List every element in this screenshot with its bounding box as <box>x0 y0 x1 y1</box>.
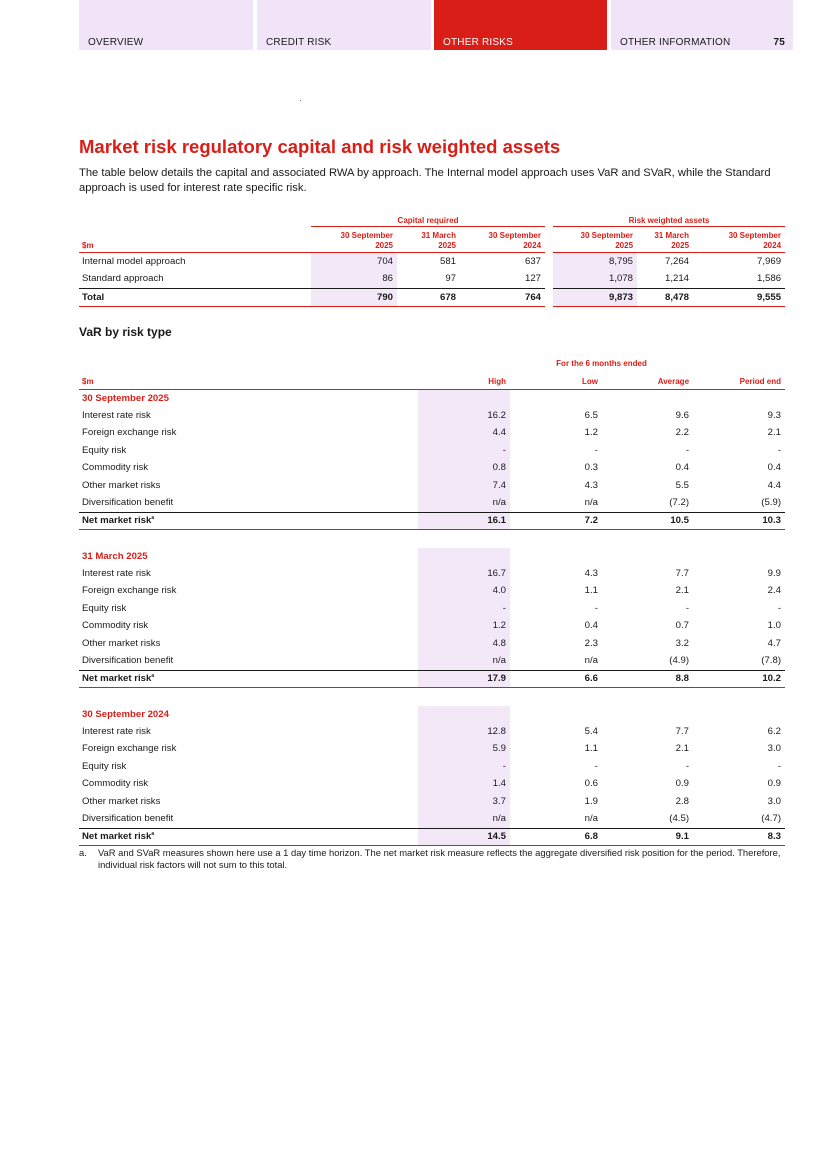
cell-value: 7.2 <box>510 513 602 530</box>
footnote <box>79 847 789 870</box>
cell-value: 10.3 <box>693 513 785 530</box>
cell-value: 3.0 <box>767 743 782 755</box>
col-header: 30 September 2025 <box>553 227 637 253</box>
period-label: 31 March 2025 <box>82 550 148 562</box>
col-header: 30 September 2025 <box>311 227 397 253</box>
cell-value: 17.9 <box>418 671 510 688</box>
table-row <box>79 565 785 583</box>
cell-value: 16.2 <box>418 407 510 425</box>
spacer-row <box>79 530 785 549</box>
cell-value: - <box>594 760 598 772</box>
cell-value: 0.3 <box>584 462 598 474</box>
col-header-high: High <box>418 369 510 390</box>
period-row <box>79 548 785 565</box>
cell-value: (4.7) <box>761 813 782 825</box>
table-row <box>79 741 785 759</box>
cell-value: 14.5 <box>418 829 510 846</box>
col-header-low: Low <box>510 369 602 390</box>
cell-value: (7.2) <box>669 497 690 509</box>
net-market-risk-row <box>79 829 785 846</box>
unit-label: $m <box>79 369 418 390</box>
table-row <box>79 793 785 811</box>
cell-value: 0.9 <box>675 778 690 790</box>
cell-value: 2.1 <box>675 743 690 755</box>
cell-value: 3.0 <box>767 795 782 807</box>
cell-value: 1.1 <box>584 743 598 755</box>
footnote-text: VaR and SVaR measures shown here use a 1 day time horizon. The net market risk measure reflects the aggregate diversified risk position for the period. Therefore, individual risk factors will not sum to this total. <box>98 847 781 870</box>
cell-value: 10.5 <box>602 513 693 530</box>
page-title: Market risk regulatory capital and risk weighted assets <box>79 136 561 157</box>
table-row <box>79 460 785 478</box>
cell-value: 4.3 <box>584 479 598 491</box>
cell-value: (4.9) <box>669 655 690 667</box>
table-row: Standard approach 86 97 127 1,078 1,214 1,586 <box>79 271 785 289</box>
row-label: Equity risk <box>82 444 127 456</box>
net-label: Net market risk <box>82 831 152 842</box>
cell-value: 2.1 <box>767 427 782 439</box>
net-label: Net market risk <box>82 515 152 526</box>
cell-value: 4.3 <box>584 567 598 579</box>
row-label: Diversification benefit <box>82 655 174 667</box>
cell-value: 0.4 <box>675 462 690 474</box>
net-market-risk-row <box>79 513 785 530</box>
cell-value: 6.8 <box>510 829 602 846</box>
var-group-header: For the 6 months ended <box>556 359 647 368</box>
cell-value: 8.3 <box>693 829 785 846</box>
cell-value: 2.4 <box>767 585 782 597</box>
cell-value: - <box>685 444 690 456</box>
spacer-row <box>79 688 785 707</box>
cell-value: 9.1 <box>602 829 693 846</box>
tab-overview[interactable]: OVERVIEW <box>79 0 253 50</box>
cell-value: 5.5 <box>675 479 690 491</box>
row-label: Interest rate risk <box>82 409 151 421</box>
cell-value: - <box>418 600 510 618</box>
period-row <box>79 390 785 408</box>
cell-value: 4.4 <box>767 479 782 491</box>
cell-value: 6.2 <box>767 725 782 737</box>
row-label: Other market risks <box>82 795 161 807</box>
cell-value: n/a <box>418 811 510 829</box>
row-label: Diversification benefit <box>82 497 174 509</box>
cell-value: n/a <box>418 495 510 513</box>
intro-paragraph: The table below details the capital and associated RWA by approach. The Internal model approach uses VaR and SVaR, while the Standard approach is used for interest rate specific risk. <box>79 167 771 194</box>
table-row <box>79 811 785 829</box>
col-header: 30 September 2024 <box>693 227 785 253</box>
cell-value: 2.8 <box>675 795 690 807</box>
table-row <box>79 583 785 601</box>
table-row <box>79 618 785 636</box>
tab-other-risks[interactable]: OTHER RISKS <box>434 0 607 50</box>
cell-value: 6.5 <box>584 409 598 421</box>
cell-value: 9.3 <box>767 409 782 421</box>
cell-value: 2.2 <box>675 427 690 439</box>
cell-value: - <box>685 602 690 614</box>
footnote-marker: a <box>151 514 155 521</box>
row-label: Other market risks <box>82 479 161 491</box>
cell-value: - <box>777 444 782 456</box>
cell-value: 12.8 <box>418 723 510 741</box>
cell-value: 9.6 <box>675 409 690 421</box>
row-label <box>79 829 418 846</box>
cell-value: - <box>777 602 782 614</box>
cell-value: - <box>594 444 598 456</box>
rwa-header: Risk weighted assets <box>553 212 785 227</box>
tab-credit-risk[interactable]: CREDIT RISK <box>257 0 431 50</box>
cell-value: 4.4 <box>418 425 510 443</box>
cell-value: n/a <box>584 497 598 509</box>
cell-value: 7.7 <box>675 567 690 579</box>
table-row: Internal model approach 704 581 637 8,795 7,264 7,969 <box>79 253 785 271</box>
table-row <box>79 653 785 671</box>
top-navigation <box>79 0 793 50</box>
col-header: 30 September 2024 <box>460 227 545 253</box>
stray-dot <box>300 100 301 101</box>
period-row <box>79 706 785 723</box>
table-row <box>79 442 785 460</box>
cell-value: 0.4 <box>767 462 782 474</box>
cell-value: 1.9 <box>584 795 598 807</box>
row-label: Interest rate risk <box>82 567 151 579</box>
row-label: Equity risk <box>82 760 127 772</box>
row-label <box>79 671 418 688</box>
footnote-marker: a <box>151 672 155 679</box>
cell-value: 10.2 <box>693 671 785 688</box>
cell-value: 7.4 <box>418 477 510 495</box>
table-row <box>79 776 785 794</box>
col-header-average: Average <box>602 369 693 390</box>
cell-value: 1.4 <box>418 776 510 794</box>
table-row <box>79 635 785 653</box>
cell-value: 1.2 <box>418 618 510 636</box>
cell-value: 4.8 <box>418 635 510 653</box>
cell-value: 1.2 <box>584 427 598 439</box>
cell-value: 16.1 <box>418 513 510 530</box>
cell-value: 3.7 <box>418 793 510 811</box>
total-row: Total 790 678 764 9,873 8,478 9,555 <box>79 289 785 307</box>
footnote-letter: a. <box>79 847 87 858</box>
row-label: Diversification benefit <box>82 813 174 825</box>
var-section-title: VaR by risk type <box>79 325 172 339</box>
table-row <box>79 477 785 495</box>
capital-rwa-table <box>79 212 785 307</box>
capital-required-header: Capital required <box>311 212 545 227</box>
row-label: Foreign exchange risk <box>82 427 177 439</box>
unit-label: $m <box>79 227 311 253</box>
col-header-period-end: Period end <box>693 369 785 390</box>
cell-value: 4.7 <box>767 637 782 649</box>
cell-value: 7.7 <box>675 725 690 737</box>
cell-value: 1.0 <box>767 620 782 632</box>
row-label: Foreign exchange risk <box>82 585 177 597</box>
cell-value: 0.9 <box>767 778 782 790</box>
table-row <box>79 407 785 425</box>
cell-value: 3.2 <box>675 637 690 649</box>
row-label: Commodity risk <box>82 462 149 474</box>
cell-value: 0.4 <box>584 620 598 632</box>
cell-value: 2.3 <box>584 637 598 649</box>
net-label: Net market risk <box>82 673 152 684</box>
cell-value: 9.9 <box>767 567 782 579</box>
cell-value: 0.6 <box>584 778 598 790</box>
cell-value: 1.1 <box>584 585 598 597</box>
cell-value: 0.8 <box>418 460 510 478</box>
cell-value: - <box>777 760 782 772</box>
cell-value: - <box>685 760 690 772</box>
cell-value: - <box>418 758 510 776</box>
cell-value: n/a <box>584 813 598 825</box>
row-label: Commodity risk <box>82 778 149 790</box>
cell-value: (7.8) <box>761 655 782 667</box>
row-label <box>79 513 418 530</box>
table-row <box>79 758 785 776</box>
cell-value: 5.9 <box>418 741 510 759</box>
period-label: 30 September 2024 <box>82 708 169 720</box>
cell-value: 5.4 <box>584 725 598 737</box>
table-row <box>79 723 785 741</box>
table-row <box>79 600 785 618</box>
tab-other-information[interactable]: OTHER INFORMATION 75 <box>611 0 793 50</box>
cell-value: 4.0 <box>418 583 510 601</box>
cell-value: n/a <box>418 653 510 671</box>
cell-value: 2.1 <box>675 585 690 597</box>
row-label: Other market risks <box>82 637 161 649</box>
table-row <box>79 495 785 513</box>
table-row <box>79 425 785 443</box>
cell-value: n/a <box>584 655 598 667</box>
cell-value: 0.7 <box>675 620 690 632</box>
row-label: Equity risk <box>82 602 127 614</box>
period-label: 30 September 2025 <box>82 392 169 404</box>
net-market-risk-row <box>79 671 785 688</box>
row-label: Foreign exchange risk <box>82 743 177 755</box>
cell-value: 8.8 <box>602 671 693 688</box>
cell-value: (5.9) <box>761 497 782 509</box>
footnote-marker: a <box>151 830 155 837</box>
col-header: 31 March 2025 <box>397 227 460 253</box>
row-label: Interest rate risk <box>82 725 151 737</box>
var-by-risk-type-table <box>79 356 785 846</box>
cell-value: 16.7 <box>418 565 510 583</box>
cell-value: (4.5) <box>669 813 690 825</box>
cell-value: - <box>594 602 598 614</box>
row-label: Commodity risk <box>82 620 149 632</box>
col-header: 31 March 2025 <box>637 227 693 253</box>
cell-value: - <box>418 442 510 460</box>
cell-value: 6.6 <box>510 671 602 688</box>
page-number: 75 <box>773 37 785 48</box>
